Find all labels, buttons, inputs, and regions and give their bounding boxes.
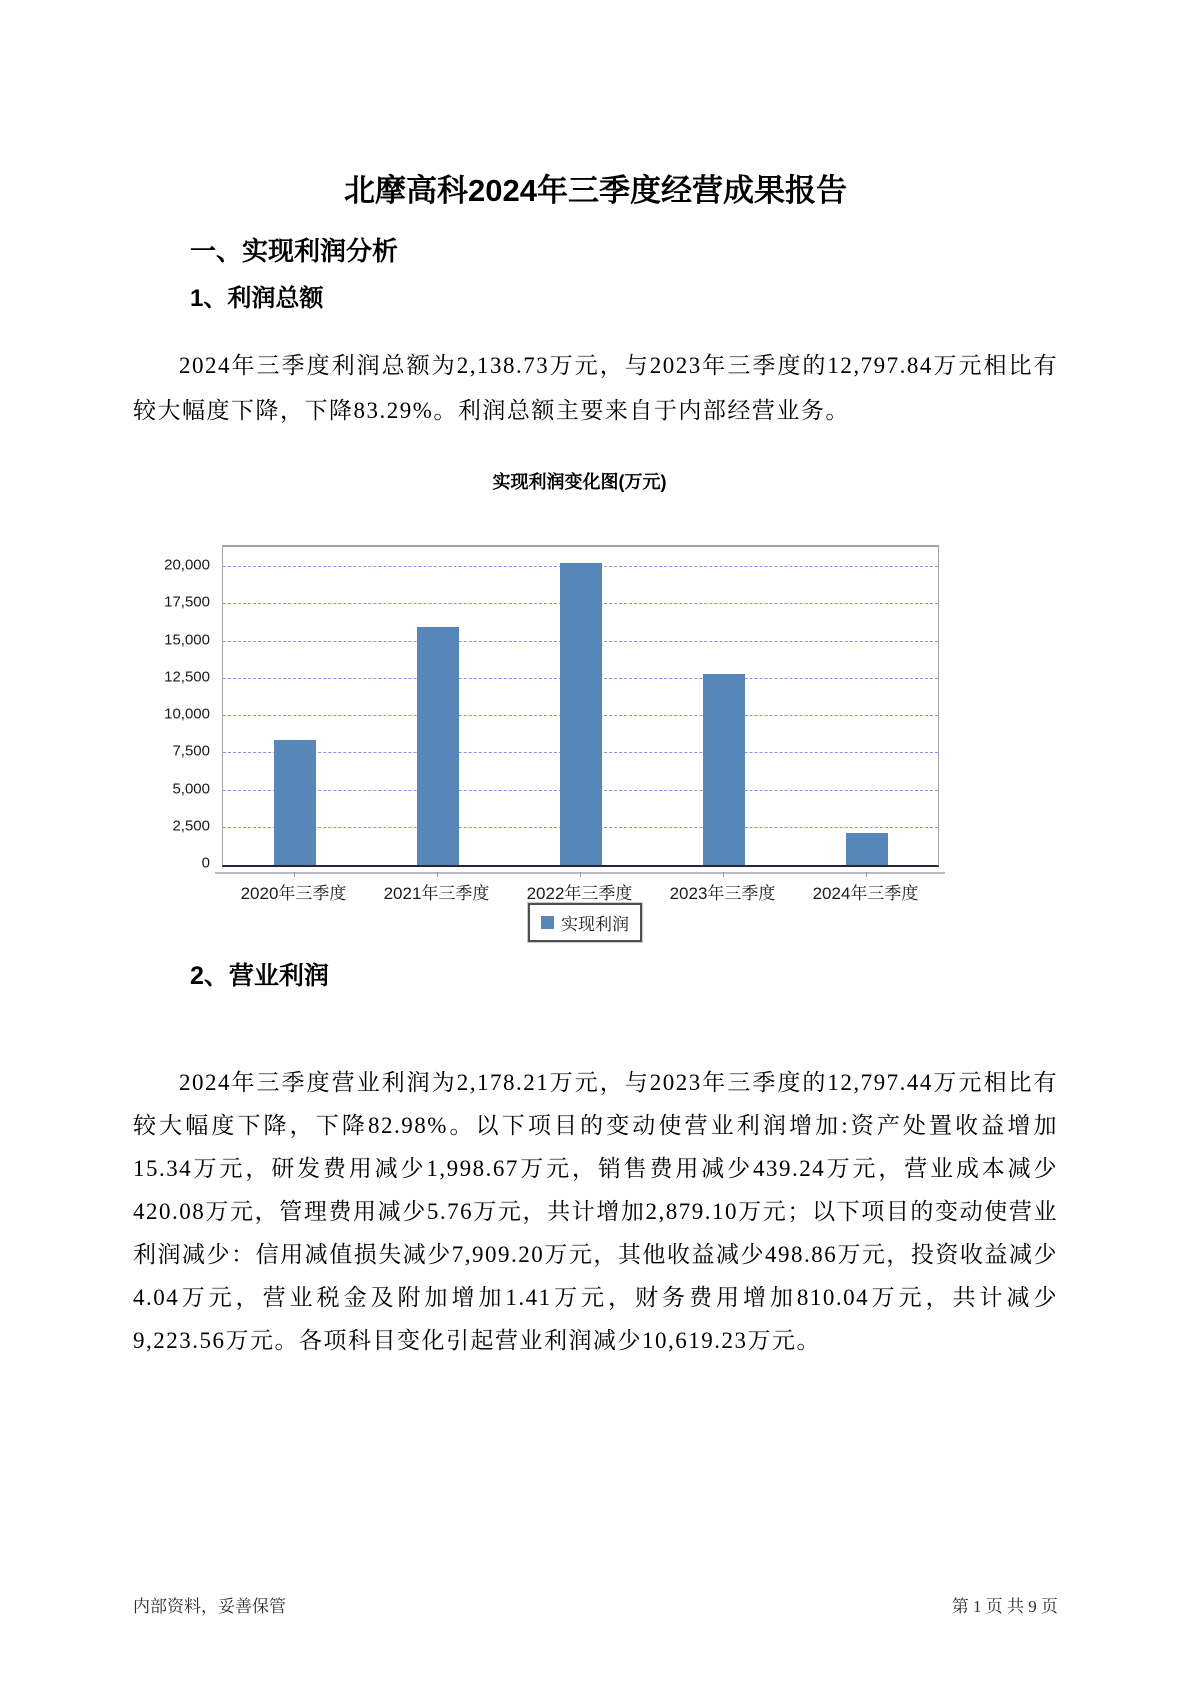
subsection-operating-profit-heading: 2、营业利润 — [190, 962, 329, 990]
x-tick-mark — [580, 872, 581, 877]
bar-2022年三季度 — [560, 563, 602, 865]
profit-total-paragraph: 2024年三季度利润总额为2,138.73万元，与2023年三季度的12,797.84万元相比有较大幅度下降，下降83.29%。利润总额主要来自于内部经营业务。 — [133, 353, 1058, 423]
subsection-profit-total-heading: 1、利润总额 — [190, 285, 324, 312]
bar-2023年三季度 — [703, 674, 745, 865]
y-tick-label: 2,500 — [172, 817, 210, 835]
chart-title: 实现利润变化图(万元) — [492, 472, 667, 492]
x-tick-mark — [723, 872, 724, 877]
bar-2024年三季度 — [846, 833, 888, 865]
profit-change-chart — [0, 462, 1191, 962]
x-tick-mark — [294, 872, 295, 877]
bar-2021年三季度 — [417, 627, 459, 865]
x-label-2021年三季度: 2021年三季度 — [383, 884, 490, 903]
operating-profit-paragraph: 2024年三季度营业利润为2,178.21万元，与2023年三季度的12,797.44万元相比有较大幅度下降，下降82.98%。以下项目的变动使营业利润增加:资产处置收益增加15.34万元，研发费用减少1,998.67万元，销售费用减少439.24万元，营业成本减少420.08万元，管理费用减少5.76万元，共计增加2,879.10万元；以下项目的变动使营业利润减少：信用减值损失减少7,909.20万元，其他收益减少498.86万元，投资收益减少4.04万元，营业税金及附加增加1.41万元，财务费用增加810.04万元，共计减少9,223.56万元。各项科目变化引起营业利润减少10,619.23万元。 — [133, 1070, 1058, 1353]
x-tick-mark — [866, 872, 867, 877]
legend-series-label: 实现利润 — [561, 915, 629, 934]
section-1-heading: 一、实现利润分析 — [190, 236, 399, 266]
chart-legend — [528, 903, 642, 942]
y-tick-label: 0 — [201, 854, 210, 872]
y-tick-label: 7,500 — [172, 742, 210, 760]
x-label-2020年三季度: 2020年三季度 — [240, 884, 347, 903]
x-label-2022年三季度: 2022年三季度 — [526, 884, 633, 903]
chart-plot-area — [222, 545, 939, 867]
report-title: 北摩高科2024年三季度经营成果报告 — [344, 172, 847, 208]
y-tick-label: 17,500 — [164, 593, 210, 611]
x-label-2023年三季度: 2023年三季度 — [669, 884, 776, 903]
footer-confidential-note: 内部资料，妥善保管 — [133, 1597, 286, 1616]
x-label-2024年三季度: 2024年三季度 — [812, 884, 919, 903]
bar-2020年三季度 — [274, 740, 316, 865]
x-tick-mark — [437, 872, 438, 877]
y-tick-label: 5,000 — [172, 780, 210, 798]
legend-color-swatch — [541, 916, 554, 929]
y-tick-label: 15,000 — [164, 631, 210, 649]
y-tick-label: 12,500 — [164, 668, 210, 686]
y-tick-label: 10,000 — [164, 705, 210, 723]
footer-page-number: 第 1 页 共 9 页 — [951, 1597, 1058, 1616]
y-tick-label: 20,000 — [164, 556, 210, 574]
